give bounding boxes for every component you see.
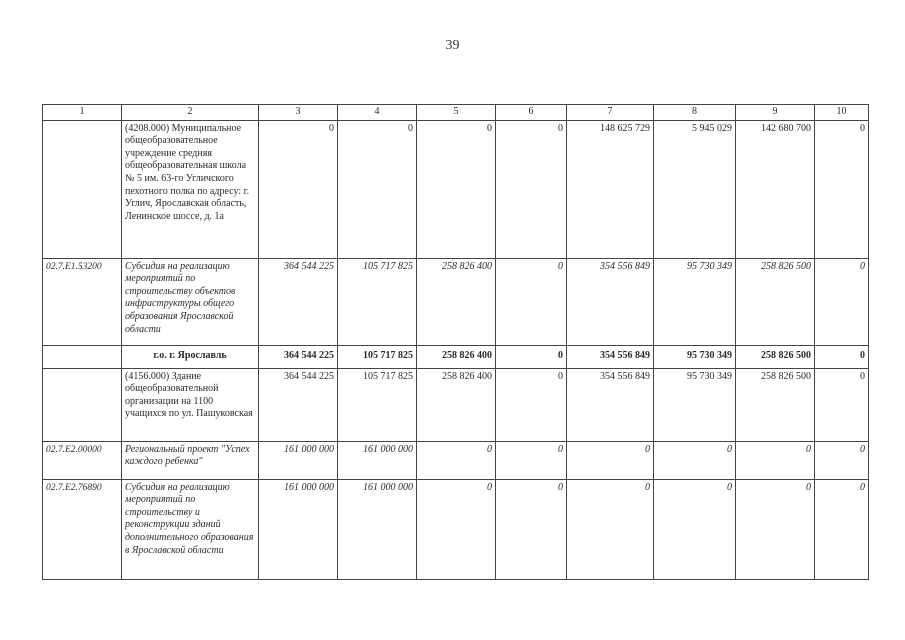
- value-cell: 105 717 825: [338, 368, 417, 441]
- value-cell: 95 730 349: [654, 258, 736, 345]
- table-row: [43, 368, 869, 441]
- value-cell: 161 000 000: [259, 479, 338, 579]
- value-cell: 0: [496, 368, 567, 441]
- value-cell: 0: [496, 345, 567, 368]
- value-cell: 0: [815, 368, 869, 441]
- budget-code: [43, 368, 122, 441]
- value-cell: 142 680 700: [736, 120, 815, 258]
- value-cell: 364 544 225: [259, 368, 338, 441]
- column-number: 3: [259, 105, 338, 121]
- column-number: 4: [338, 105, 417, 121]
- value-cell: 0: [259, 120, 338, 258]
- value-cell: 364 544 225: [259, 258, 338, 345]
- value-cell: 0: [815, 479, 869, 579]
- column-number: 8: [654, 105, 736, 121]
- value-cell: 161 000 000: [338, 441, 417, 479]
- column-number: 2: [122, 105, 259, 121]
- item-name: (4156.000) Здание общеобразовательной организации на 1100 учащихся по ул. Пашуковская: [122, 368, 259, 441]
- budget-code: [43, 120, 122, 258]
- value-cell: 0: [496, 479, 567, 579]
- item-name: Субсидия на реализацию мероприятий по строительству объектов инфраструктуры общего образования Ярославской области: [122, 258, 259, 345]
- budget-code: 02.7.E1.53200: [43, 258, 122, 345]
- budget-code: 02.7.E2.00000: [43, 441, 122, 479]
- table-row: [43, 345, 869, 368]
- value-cell: 0: [417, 120, 496, 258]
- value-cell: 0: [496, 258, 567, 345]
- value-cell: 0: [417, 479, 496, 579]
- value-cell: 105 717 825: [338, 258, 417, 345]
- value-cell: 0: [815, 441, 869, 479]
- value-cell: 0: [567, 441, 654, 479]
- value-cell: 0: [496, 441, 567, 479]
- table-row: [43, 120, 869, 258]
- value-cell: 0: [654, 479, 736, 579]
- value-cell: 364 544 225: [259, 345, 338, 368]
- column-number: 10: [815, 105, 869, 121]
- value-cell: 258 826 500: [736, 368, 815, 441]
- value-cell: 161 000 000: [338, 479, 417, 579]
- column-number-row: [43, 105, 869, 121]
- value-cell: 0: [736, 479, 815, 579]
- value-cell: 0: [417, 441, 496, 479]
- value-cell: 148 625 729: [567, 120, 654, 258]
- column-number: 5: [417, 105, 496, 121]
- value-cell: 0: [654, 441, 736, 479]
- value-cell: 0: [815, 258, 869, 345]
- item-name: Региональный проект "Успех каждого ребенка": [122, 441, 259, 479]
- item-name: г.о. г. Ярославль: [122, 345, 259, 368]
- budget-code: 02.7.E2.76890: [43, 479, 122, 579]
- value-cell: 161 000 000: [259, 441, 338, 479]
- value-cell: 0: [736, 441, 815, 479]
- value-cell: 0: [815, 345, 869, 368]
- budget-table: [42, 104, 869, 580]
- value-cell: 0: [338, 120, 417, 258]
- value-cell: 258 826 400: [417, 345, 496, 368]
- budget-code: [43, 345, 122, 368]
- value-cell: 354 556 849: [567, 368, 654, 441]
- value-cell: 258 826 400: [417, 258, 496, 345]
- item-name: (4208.000) Муниципальное общеобразовательное учреждение средняя общеобразовательная школа № 5 им. 63-го Угличского пехотного полка по адресу: г. Углич, Ярославская область, Ленинское шоссе, д. 1а: [122, 120, 259, 258]
- column-number: 6: [496, 105, 567, 121]
- value-cell: 258 826 400: [417, 368, 496, 441]
- value-cell: 0: [815, 120, 869, 258]
- table-row: [43, 441, 869, 479]
- value-cell: 354 556 849: [567, 258, 654, 345]
- column-number: 1: [43, 105, 122, 121]
- value-cell: 354 556 849: [567, 345, 654, 368]
- value-cell: 5 945 029: [654, 120, 736, 258]
- item-name: Субсидия на реализацию мероприятий по строительству и реконструкции зданий дополнительного образования в Ярославской области: [122, 479, 259, 579]
- column-number: 7: [567, 105, 654, 121]
- table-row: [43, 258, 869, 345]
- value-cell: 0: [496, 120, 567, 258]
- column-number: 9: [736, 105, 815, 121]
- value-cell: 95 730 349: [654, 345, 736, 368]
- table-row: [43, 479, 869, 579]
- page-number: 39: [445, 38, 460, 53]
- value-cell: 105 717 825: [338, 345, 417, 368]
- value-cell: 258 826 500: [736, 345, 815, 368]
- value-cell: 0: [567, 479, 654, 579]
- value-cell: 258 826 500: [736, 258, 815, 345]
- value-cell: 95 730 349: [654, 368, 736, 441]
